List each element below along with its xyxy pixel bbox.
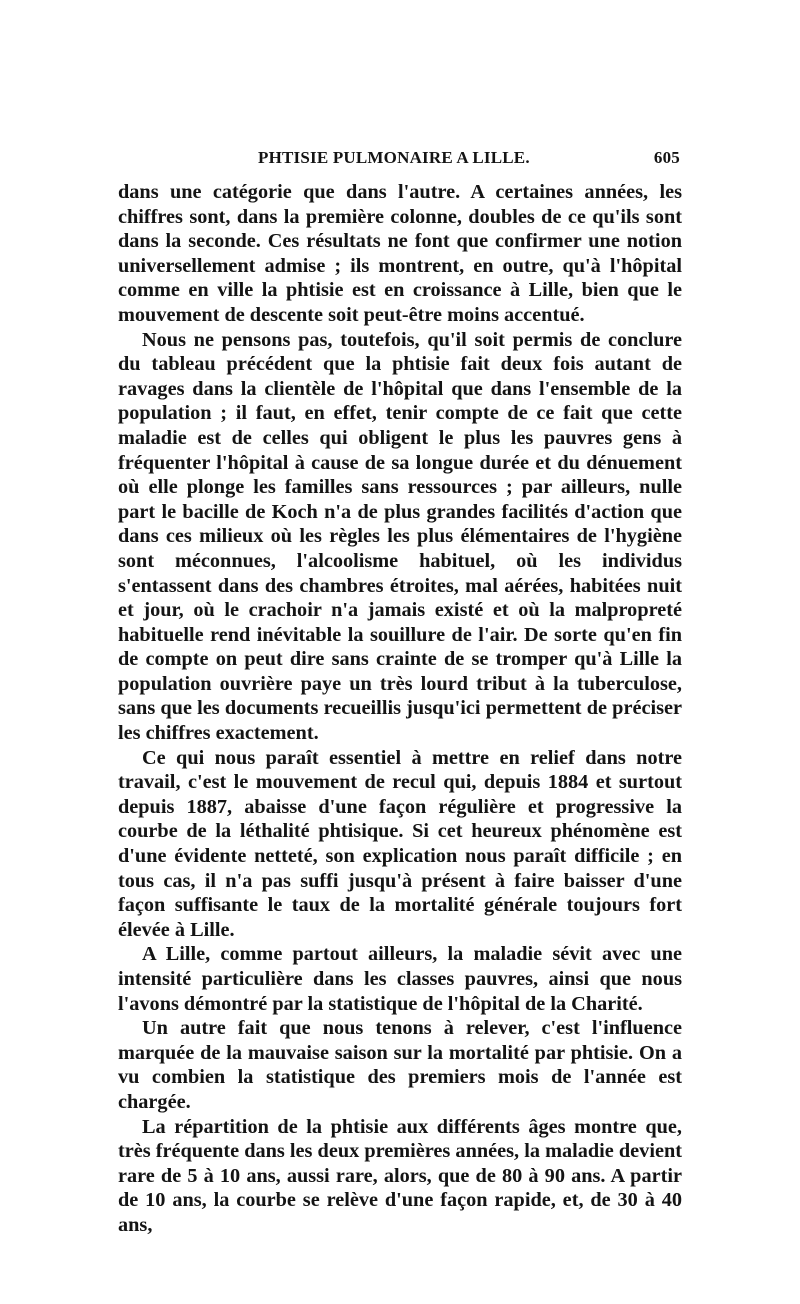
paragraph: Un autre fait que nous tenons à relever, c'est l'influence marquée de la mauvaise saison sur la mortalité par phtisie. On a vu combien la statistique des premiers mois de l'année est chargée.	[118, 1017, 682, 1113]
book-page	[118, 148, 682, 1238]
paragraph: A Lille, comme partout ailleurs, la maladie sévit avec une intensité particulière dans les classes pauvres, ainsi que nous l'avons démontré par la statistique de l'hôpital de la Charité.	[118, 943, 682, 1015]
paragraph: Ce qui nous paraît essentiel à mettre en relief dans notre travail, c'est le mouvement de recul qui, depuis 1884 et surtout depuis 1887, abaisse d'une façon régulière et progressive la courbe de la léthalité phtisique. Si cet heureux phénomène est d'une évidente netteté, son explication nous paraît difficile ; en tous cas, il n'a pas suffi jusqu'à présent à faire baisser d'une façon suffisante le taux de la mortalité générale toujours fort élevée à Lille.	[118, 746, 682, 941]
body-text	[118, 180, 682, 1238]
page-number: 605	[653, 148, 680, 167]
paragraph: dans une catégorie que dans l'autre. A certaines années, les chiffres sont, dans la première colonne, doubles de ce qu'ils sont dans la seconde. Ces résultats ne font que confirmer une notion universellement admise ; ils montrent, en outre, qu'à l'hôpital comme en ville la phtisie est en croissance à Lille, bien que le mouvement de descente soit peut-être moins accentué.	[118, 181, 682, 326]
paragraph: Nous ne pensons pas, toutefois, qu'il soit permis de conclure du tableau précédent que la phtisie fait deux fois autant de ravages dans la clientèle de l'hôpital que dans l'ensemble de la population ; il faut, en effet, tenir compte de ce fait que cette maladie est de celles qui obligent le plus les pauvres gens à fréquenter l'hôpital à cause de sa longue durée et du dénuement où elle plonge les familles sans ressources ; par ailleurs, nulle part le bacille de Koch n'a de plus grandes facilités d'action que dans ces milieux où les règles les plus élémentaires de l'hygiène sont méconnues, l'alcoolisme habituel, où les individus s'entassent dans des chambres étroites, mal aérées, habitées nuit et jour, où le crachoir n'a jamais existé et où la malpropreté habituelle rend inévitable la souillure de l'air. De sorte qu'en fin de compte on peut dire sans crainte de se tromper qu'à Lille la population ouvrière paye un très lourd tribut à la tuberculose, sans que les documents recueillis jusqu'ici permettent de préciser les chiffres exactement.	[118, 328, 682, 745]
paragraph: La répartition de la phtisie aux différents âges montre que, très fréquente dans les deux premières années, la maladie devient rare de 5 à 10 ans, aussi rare, alors, que de 80 à 90 ans. A partir de 10 ans, la courbe se relève d'une façon rapide, et, de 30 à 40 ans,	[118, 1115, 682, 1236]
running-head	[118, 148, 682, 180]
running-title: PHTISIE PULMONAIRE A LILLE.	[258, 148, 530, 167]
